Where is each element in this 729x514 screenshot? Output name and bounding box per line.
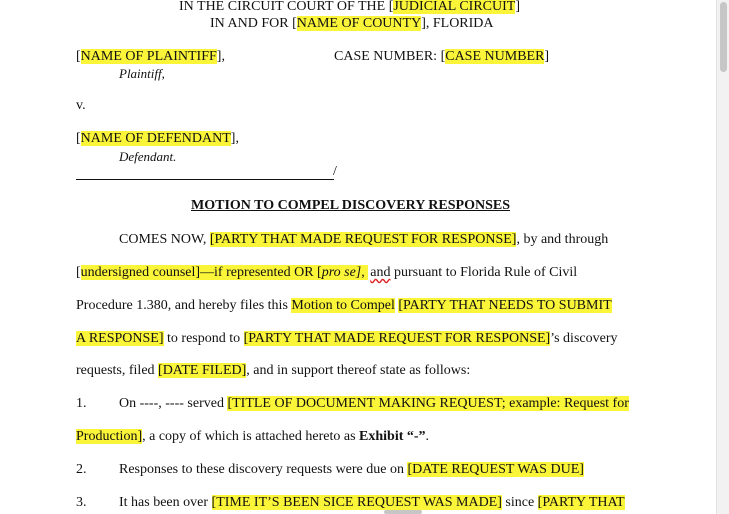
- court-suffix: ]: [515, 0, 521, 14]
- court-heading-line: [179, 0, 520, 16]
- defendant-role: Defendant.: [119, 149, 177, 164]
- versus: v.: [76, 98, 86, 113]
- pro-se-placeholder: pro se]: [321, 265, 362, 280]
- defendant-open: [: [76, 131, 81, 146]
- county-prefix: IN AND FOR [: [210, 16, 297, 31]
- motion-title: MOTION TO COMPEL DISCOVERY RESPONSES: [191, 198, 510, 213]
- intro-text: , by and through: [516, 232, 609, 247]
- defendant-line: [76, 130, 239, 148]
- county-suffix: ], FLORIDA: [421, 16, 494, 31]
- case-number-placeholder: CASE NUMBER: [445, 49, 545, 64]
- item-text: .: [425, 429, 430, 444]
- item-3-line-1: [119, 494, 625, 512]
- item-text: , a copy of which is attached hereto as: [142, 429, 360, 444]
- intro-text: [: [76, 265, 81, 280]
- plaintiff-line: [76, 48, 225, 66]
- representation-placeholder: ]—if represented OR [: [195, 265, 322, 280]
- intro-text: to respond to: [163, 331, 244, 346]
- defendant-close: ],: [230, 131, 239, 146]
- plaintiff-close: ],: [216, 49, 225, 64]
- intro-text: , and in support thereof state as follows:: [246, 363, 471, 378]
- item-1-line-1: [119, 395, 629, 413]
- date-filed-placeholder: [DATE FILED]: [158, 363, 247, 378]
- item-2-line-1: [119, 461, 584, 479]
- scrollbar-thumb[interactable]: [720, 2, 727, 72]
- intro-text: pursuant to Florida Rule of Civil: [390, 265, 578, 280]
- case-number-label: CASE NUMBER: [: [334, 49, 446, 64]
- intro-line-3: [76, 297, 612, 315]
- representation-placeholder-end: ,: [361, 265, 369, 280]
- intro-text: COMES NOW,: [119, 232, 210, 247]
- intro-text: requests, filed: [76, 363, 159, 378]
- document-title-placeholder: [TITLE OF DOCUMENT MAKING REQUEST; example: Request for: [227, 396, 629, 411]
- document-title-placeholder-end: Production]: [76, 429, 143, 444]
- exhibit-label: Exhibit “-”: [359, 429, 426, 444]
- item-text: It has been over: [119, 495, 212, 510]
- counsel-placeholder: undersigned counsel: [80, 265, 196, 280]
- caption-slash: /: [333, 164, 337, 179]
- item-number: 3.: [76, 495, 87, 510]
- item-number: 1.: [76, 396, 87, 411]
- plaintiff-name-placeholder: NAME OF PLAINTIFF: [80, 49, 217, 64]
- county-line: [210, 15, 494, 33]
- horizontal-scroll-indicator[interactable]: [384, 510, 422, 514]
- requesting-party-placeholder: [PARTY THAT MADE REQUEST FOR RESPONSE]: [243, 331, 551, 346]
- responding-party-placeholder-end: A RESPONSE]: [76, 331, 164, 346]
- plaintiff-open: [: [76, 49, 81, 64]
- intro-line-5: [76, 362, 470, 380]
- case-number-close: ]: [544, 49, 550, 64]
- intro-line-1: [119, 231, 608, 249]
- judicial-circuit-placeholder: JUDICIAL CIRCUIT: [393, 0, 516, 14]
- responding-party-placeholder: [PARTY THAT NEEDS TO SUBMIT: [398, 298, 612, 313]
- intro-line-4: [76, 330, 617, 348]
- elapsed-time-placeholder: [TIME IT’S BEEN SICE REQUEST WAS MADE]: [211, 495, 502, 510]
- intro-text: Procedure 1.380, and hereby files this: [76, 298, 292, 313]
- item-1-line-2: [76, 428, 429, 446]
- item-text: On ----, ---- served: [119, 396, 228, 411]
- item-text: since: [501, 495, 538, 510]
- court-prefix: IN THE CIRCUIT COURT OF THE [: [179, 0, 394, 14]
- party-placeholder: [PARTY THAT: [537, 495, 625, 510]
- county-placeholder: NAME OF COUNTY: [296, 16, 422, 31]
- vertical-scrollbar[interactable]: [716, 0, 729, 514]
- intro-line-2: [76, 264, 577, 282]
- plaintiff-role: Plaintiff,: [119, 66, 165, 81]
- item-text: Responses to these discovery requests were due on: [119, 462, 408, 477]
- due-date-placeholder: [DATE REQUEST WAS DUE]: [407, 462, 584, 477]
- requesting-party-placeholder: [PARTY THAT MADE REQUEST FOR RESPONSE]: [209, 232, 517, 247]
- case-number-line: [334, 48, 549, 66]
- defendant-name-placeholder: NAME OF DEFENDANT: [80, 131, 231, 146]
- intro-text: ’s discovery: [550, 331, 618, 346]
- spellcheck-word: and: [370, 265, 391, 280]
- caption-divider-line: [76, 179, 334, 180]
- motion-to-compel-placeholder: Motion to Compel: [291, 298, 395, 313]
- item-number: 2.: [76, 462, 87, 477]
